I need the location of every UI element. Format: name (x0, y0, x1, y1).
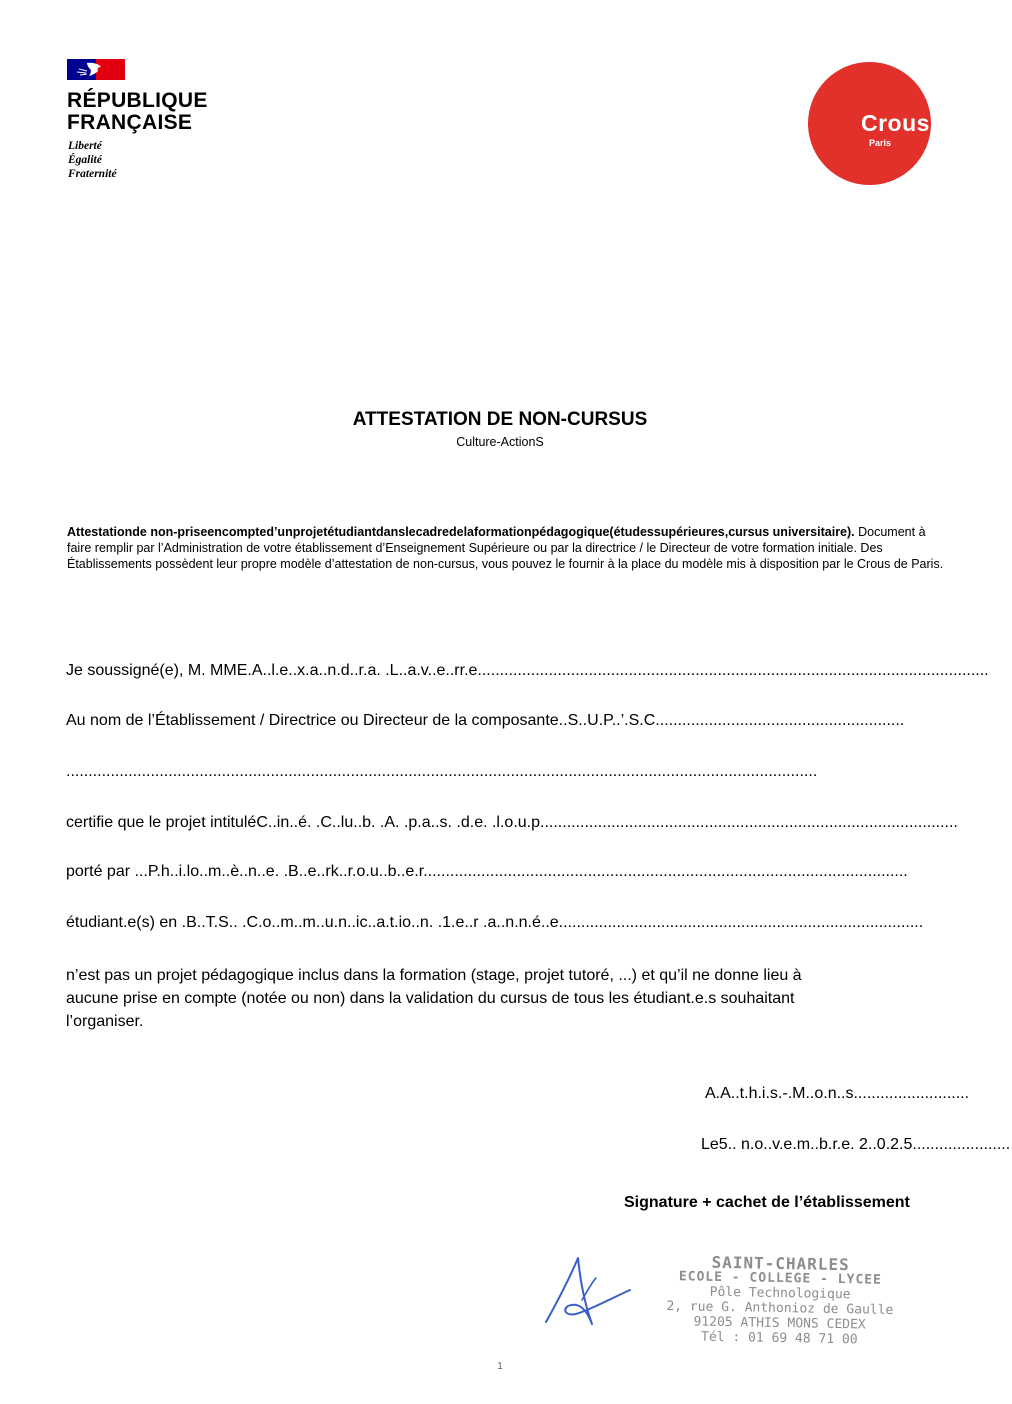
handwritten-signature-icon (542, 1252, 634, 1332)
document-title: ATTESTATION DE NON-CURSUS (352, 409, 648, 430)
republic-line-2: FRANÇAISE (67, 111, 193, 134)
signature-label: Signature + cachet de l’établissement (624, 1194, 910, 1211)
stamp-line-6: Tél : 01 69 48 71 00 (700, 1329, 858, 1348)
republic-line-1: RÉPUBLIQUE (67, 89, 208, 112)
statement-paragraph: n’est pas un projet pédagogique inclus dans la formation (stage, projet tutoré, ...) et qu’il ne donne lieu à aucune prise en compte (notée ou non) dans la validation du cursus de tous les étudiant.e.s souhaitant l’organiser. (66, 967, 802, 1030)
field-signatory: Je soussigné(e), M. MME.A..l.e..x.a..n.d..r.a. .L..a.v..e..rr.e................................................................................................................... (66, 662, 989, 679)
field-student-program: étudiant.e(s) en .B..T.S.. .C.o..m..m..u.n..ic..a.t.io..n. .1.e..r .a..n.n.é..e.................................................................................. (66, 914, 924, 931)
intro-bold-text: Attestationde non-priseencompted’unprojetétudiantdanslecadredelaformationpédagogique(étudessupérieures,cursus universitaire). (67, 525, 855, 539)
field-project-title: certifie que le projet intituléC..in..é. .C..lu..b. .A. .p.a..s. .d.e. .l.o.u.p.............................................................................................. (66, 814, 958, 831)
stamp-line-2: ECOLE - COLLEGE - LYCEE (678, 1269, 883, 1288)
crous-logo (808, 62, 931, 185)
stamp-line-1: SAINT-CHARLES (711, 1252, 850, 1275)
motto-fraternite: Fraternité (68, 168, 117, 180)
crous-logo-city: Paris (869, 138, 892, 148)
motto-egalite: Égalité (68, 154, 102, 166)
stamp-line-3: Pôle Technologique (709, 1284, 851, 1303)
field-date: Le5.. n.o..v.e.m..b.r.e. 2..0.2.5...................... (701, 1136, 1011, 1153)
page-number: 1 (497, 1361, 503, 1372)
field-establishment: Au nom de l’Établissement / Directrice ou Directeur de la composante..S..U.P..’.S.C........................................................ (66, 712, 905, 729)
field-carried-by: porté par ...P.h..i.lo..m..è..n..e. .B..e..rk..r.o.u..b..e.r............................................................................................................. (66, 863, 908, 880)
motto-liberte: Liberté (68, 140, 102, 152)
establishment-stamp (659, 1254, 901, 1348)
stamp-line-4: 2, rue G. Anthonioz de Gaulle (666, 1299, 894, 1318)
intro-text: Document à faire remplir par l’Administration de votre établissement d’Enseignement Supérieure ou par la directrice / le Directeur de votre formation initiale. Des Établissements possèdent leur propre modèle d’attestation de non-cursus, vous pouvez le fournir à la place du modèle mis à disposition par le Crous de Paris. (67, 525, 944, 571)
document-subtitle: Culture-ActionS (456, 435, 544, 449)
stamp-line-5: 91205 ATHIS MONS CEDEX (693, 1314, 866, 1333)
field-place: A.A..t.h.i.s.-.M..o.n..s.......................... (705, 1085, 970, 1102)
field-establishment-continued: ......................................................................................................................................................................... (66, 763, 818, 780)
crous-logo-name: Crous (861, 110, 930, 136)
marianne-logo-icon (67, 59, 125, 80)
intro-paragraph (67, 524, 947, 572)
